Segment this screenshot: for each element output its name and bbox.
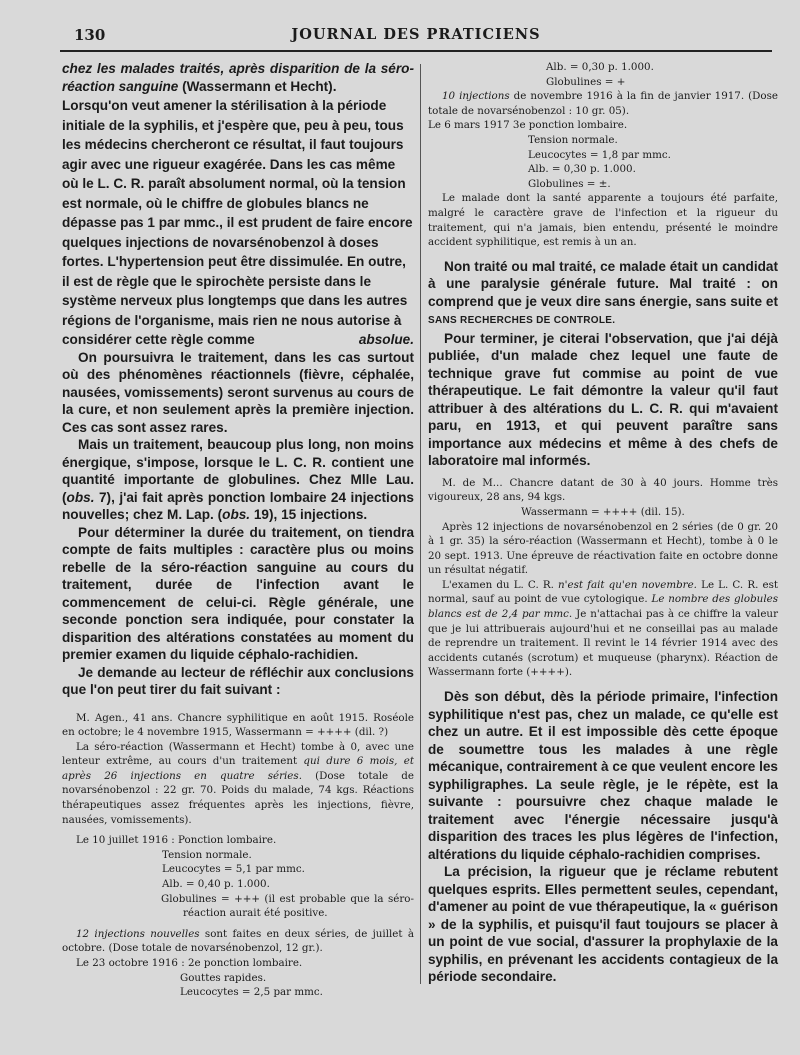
paragraph: Pour déterminer la durée du traitement, on tiendra compte de faits multiples : caractère plus ou moins rebelle de la séro-réaction sanguine au cours du traitement, durée de l'infection avant le commencement de celui-ci. Règle générale, une seconde ponction sera indiquée, pour constater la disparition des altérations constatées au moment du premier examen du liquide céphalo-rachidien. [62,524,414,662]
text: Je n'attachai pas à ce chiffre la valeur que je lui attribuerais aujourd'hui et ne conseillai pas au malade de reprendre un traitement. Il revint le 14 février 1914 avec des accidents cutanés (scrotum) et muqueuse (pharynx). Réaction de Wassermann forte (++++). [428,608,778,679]
paragraph: Pour terminer, je citerai l'observation, que j'ai déjà publiée, d'un malade chez lequel une faute de technique grave fut commise au point de vue thérapeutique. Le fait démontre la valeur qu'il faut attribuer à des altérations du L. C. R. qui m'avaient paru, en 1913, et qui peuvent paraître sans importance aux médecins et même à des chefs de laboratoire mal informés. [428,330,778,469]
text: (Dose totale de novarsénobenzol : 22 gr. 70. Poids du malade, 74 kgs. Réactions thérapeutiques assez fréquentes après les injections, fièvre, nausées, vomissements). [62,769,414,826]
right-column [428,60,778,986]
case-text: Globulines = ±. [528,177,611,190]
small-caps-text: SANS RECHERCHES DE CONTROLE. [428,315,616,327]
case-text: Le 6 mars 1917 3e ponction lombaire. [428,119,628,132]
page-header [60,24,772,52]
paragraph [428,258,778,330]
case-text: Après 12 injections de novarsénobenzol en 2 séries (de 0 gr. 20 à 1 gr. 35) la séro-réaction (Wassermann et Hecht), tombe à 0 le 20 sept. 1913. Une épreuve de réactivation faite en octobre donne un résultat négatif. [428,520,778,577]
case-text: Alb. = 0,30 p. 1.000. [528,163,636,176]
italic-text: n'est fait qu'en novembre. [558,578,697,591]
italic-text: qui dure 6 mois, et après 26 injections en quatre séries. [62,755,414,782]
paragraph: La précision, la rigueur que je réclame rebutent quelques esprits. Elles permettent seules, cependant, d'amener au point de vue thérapeutique, la « guérison » de la syphilis, et puisqu'il faut toujours se placer à un point de vue social, d'assurer la prophylaxie de la syphilis, en prévenant les accidents contagieux de la période secondaire. [428,864,778,985]
text: 19), 15 injections. [250,507,368,522]
text: L'examen du L. C. R. [442,578,559,591]
text: Non traité ou mal traité, ce malade était un candidat à une paralysie générale future. Mal traité : on comprend que je veux dire sans énergie, sans suite et [428,258,778,309]
left-column [62,60,414,1000]
italic-text: 10 injections [442,90,510,103]
case-text [428,89,778,118]
case-text: Leucocytes = 2,5 par mmc. [180,986,323,999]
italic-text: 12 injections nouvelles [76,927,200,940]
case-text: Tension normale. [528,133,618,146]
italic-text: obs. [222,507,251,522]
case-text: Globulines = + [546,75,626,88]
journal-title: JOURNAL DES PRATICIENS [291,26,541,43]
paragraph: Je demande au lecteur de réfléchir aux conclusions que l'on peut tirer du fait suivant : [62,664,414,697]
case-text: Alb. = 0,40 p. 1.000. [162,878,270,891]
case-text: Le 23 octobre 1916 : 2e ponction lombaire. [76,957,303,969]
text: sont faites en deux séries, de juillet à octobre. (Dose totale de novarsénobenzol, 12 gr.). [62,927,414,955]
case-text: Le malade dont la santé apparente a toujours été parfaite, malgré le caractère grave de l'infection et la rigueur du traitement, qui n'a jamais, bien entendu, présenté le moindre accident syphilitique, est remis à un an. [428,192,778,249]
case-text: Le 10 juillet 1916 : Ponction lombaire. [76,834,277,847]
page-number: 130 [74,26,106,44]
case-text: M. de M... Chancre datant de 30 à 40 jours. Homme très vigoureux, 28 ans, 94 kgs. [428,476,778,504]
italic-text: absolue. [358,332,414,347]
text: Mais un traitement, beaucoup plus long, non moins énergique, s'impose, lorsque le L. C. R. contient une quantité importante de globulines. Chez Mlle Lau. ( [62,437,414,505]
case-text: Alb. = 0,30 p. 1.000. [546,61,654,73]
text: La séro-réaction (Wassermann et Hecht) tombe à 0, avec une lenteur extrême, au cours d'un traitement [62,740,414,768]
italic-text: Le nombre des globules blancs est de 2,4 par mmc. [428,593,778,621]
paragraph: Dès son début, dès la période primaire, l'infection syphilitique n'est pas, chez un malade, ce qu'elle est chez un autre. Et il est impossible dès cette époque de soumettre tous les malades à une règle mécanique, contrairement à ce que veulent encore les syphiligraphes. La seule règle, je le répète, est la suivante : poursuivre chez chaque malade le traitement avec l'énergie nécessaire jusqu'à disparition des traces les plus légères de l'infection, altérations du liquide céphalo-rachidien comprises. [428,689,778,862]
case-text: Gouttes rapides. [180,971,267,984]
case-text: M. Agen., 41 ans. Chancre syphilitique en août 1915. Roséole en octobre; le 4 novembre 1915, Wassermann = ++++ (dil. ?) [62,711,414,739]
case-text: Leucocytes = 5,1 par mmc. [162,863,305,876]
text: (Wassermann et Hecht). [182,78,337,94]
case-text: Tension normale. [162,848,252,861]
case-text: Wassermann = ++++ (dil. 15). [521,505,685,518]
paragraph: Lorsqu'on veut amener la stérilisation à la période initiale de la syphilis, et j'espère que, peu à peu, tous les médecins chercheront ce résultat, il faut toujours agir avec une rigueur exagérée. Dans les cas même où le L. C. R. paraît absolument normal, où la tension est normale, où le chiffre de globules blancs ne dépasse pas 1 par mmc., il est prudent de faire encore quelques injections de novarsénobenzol à doses fortes. L'hypertension peut être dissimulée. En outre, il est de règle que le spirochète persiste dans le système nerveux plus longtemps que dans les autres régions de l'organisme, mais rien ne nous autorise à considérer cette règle comme [62,98,413,347]
case-text: Leucocytes = 1,8 par mmc. [528,148,671,161]
italic-text: chez les malades traités, après disparition de la séro-réaction sanguine [62,61,414,94]
paragraph [62,60,414,95]
case-text [62,740,414,828]
paragraph: On poursuivra le traitement, dans les cas surtout où des phénomènes réactionnels (fièvre, céphalée, nausées, vomissements) seront survenus au cours de la cure, et non seulement après la première injection. Ces cas sont assez rares. [62,349,414,435]
case-text [428,578,778,680]
case-text [62,927,414,956]
case-text: Globulines = +++ (il est probable que la séro-réaction aurait été positive. [161,892,414,920]
text: 7), j'ai fait après ponction lombaire 24 injections nouvelles; chez M. Lap. ( [62,489,414,522]
italic-text: obs. [66,489,95,505]
text: de novembre 1916 à la fin de janvier 1917. (Dose totale de novarsénobenzol : 10 gr. 05). [428,90,778,117]
paragraph [62,436,414,524]
column-divider [420,64,421,984]
text: Le L. C. R. est normal, sauf au point de vue cytologique. [428,578,779,606]
